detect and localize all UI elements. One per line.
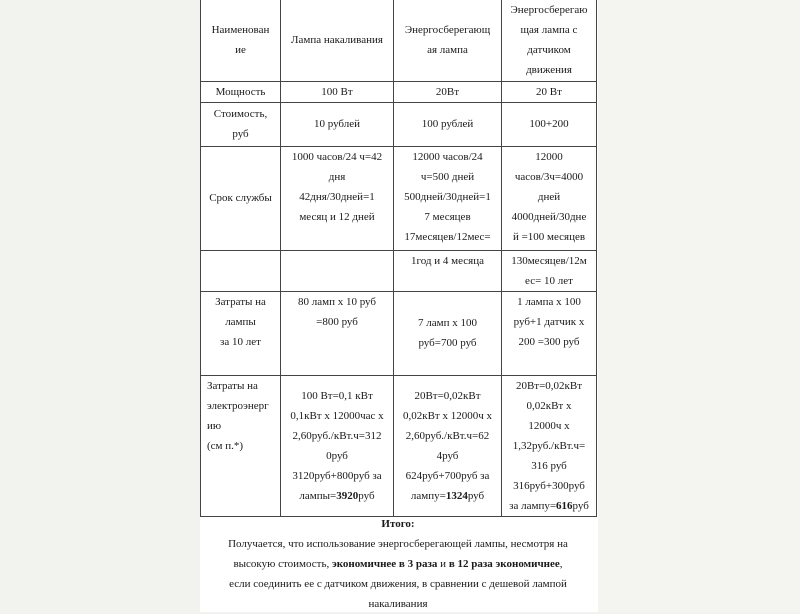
cell-text-line: руб=700 руб bbox=[418, 337, 477, 349]
cell-text-line: 1,32руб./кВт.ч= bbox=[512, 439, 586, 452]
cell-text-line bbox=[283, 261, 391, 281]
page-margin-left bbox=[0, 0, 200, 612]
energy-costs-label bbox=[201, 375, 281, 516]
table-row-lifetime bbox=[201, 146, 597, 250]
cell-text-line: 200 =300 руб bbox=[518, 335, 580, 348]
cell-text-line: 7 ламп х 100 bbox=[418, 317, 477, 329]
lamp-comparison-table bbox=[200, 0, 597, 517]
cell-text-line: 100 Вт=0,1 кВт bbox=[301, 389, 373, 402]
lamp-costs-saver bbox=[394, 291, 502, 375]
lifetime-cont-label bbox=[201, 250, 281, 291]
cell-text-line: 17месяцев/12мес= bbox=[404, 230, 491, 243]
cell-text-line: за 10 лет bbox=[220, 335, 261, 348]
cell-text-line: дня bbox=[328, 170, 346, 183]
cell-text-line: =800 руб bbox=[316, 315, 358, 328]
cell-text-line: 7 месяцев bbox=[424, 210, 471, 223]
cell-text-line: 0руб bbox=[326, 449, 348, 462]
cell-text-line: 316 руб bbox=[531, 459, 567, 472]
cell-text-line: Срок службы bbox=[209, 192, 272, 204]
cell-text-line: Энергосберегающ bbox=[404, 24, 491, 37]
power-saver-motion bbox=[502, 81, 597, 102]
cell-text-line: дней bbox=[537, 190, 561, 203]
cell-text-line: 3120руб+800руб за bbox=[292, 469, 382, 482]
cell-text-line: 20Вт bbox=[435, 85, 460, 98]
cell-text-line: 20Вт=0,02кВт bbox=[515, 379, 583, 392]
cell-text-line: 12000 часов/24 bbox=[412, 150, 483, 163]
cell-text-line: 100+200 bbox=[529, 118, 569, 130]
table-row-energy-costs bbox=[201, 375, 597, 516]
cell-text-line: 624руб+700руб за bbox=[405, 469, 490, 482]
cell-text-line: ч=500 дней bbox=[420, 170, 475, 183]
energy-costs-saver bbox=[394, 375, 502, 516]
cell-text-line: Лампа накаливания bbox=[291, 34, 383, 47]
cell-text-line: руб bbox=[232, 128, 249, 140]
cell-text-line: ию bbox=[207, 419, 222, 432]
energy-saver-total: лампу=1324руб bbox=[410, 489, 485, 502]
cell-text-line: 100 Вт bbox=[321, 85, 353, 98]
cell-text-line: движения bbox=[526, 64, 572, 77]
lifetime-saver bbox=[394, 146, 502, 250]
cell-text-line: Энергосберегаю bbox=[510, 4, 588, 17]
summary-line-1: Получается, что использование энергосберегающей лампы, несмотря на bbox=[228, 538, 568, 550]
cell-text-line: 20 Вт bbox=[536, 85, 562, 98]
cost-saver-motion bbox=[502, 102, 597, 146]
lifetime-cont-saver-motion bbox=[502, 250, 597, 291]
table-header-row bbox=[201, 0, 597, 81]
cell-text-line: часов/3ч=4000 bbox=[514, 170, 584, 183]
lamp-costs-label bbox=[201, 291, 281, 375]
lamp-costs-saver-motion bbox=[502, 291, 597, 375]
page-margin-right bbox=[598, 0, 800, 612]
cell-text-line: датчиком bbox=[527, 44, 571, 57]
cell-text-line: Наименован bbox=[211, 24, 270, 37]
cell-text-line: 80 ламп х 10 руб bbox=[297, 295, 377, 308]
cell-text-line: 12000 bbox=[535, 150, 563, 163]
cell-text-line: Мощность bbox=[215, 85, 266, 98]
cell-text-line: 42дня/30дней=1 bbox=[299, 190, 375, 203]
summary-block bbox=[200, 514, 596, 614]
cell-text-line: ие bbox=[235, 44, 246, 57]
cell-text-line: 316руб+300руб bbox=[513, 479, 585, 492]
summary-title: Итого: bbox=[381, 518, 415, 530]
cell-text-line: 12000ч х bbox=[528, 419, 570, 432]
cell-text-line: ая лампа bbox=[427, 44, 468, 57]
cell-text-line: щая лампа с bbox=[520, 24, 578, 37]
table-row-power bbox=[201, 81, 597, 102]
table-row-lifetime-cont bbox=[201, 250, 597, 291]
cell-text-line: ес= 10 лет bbox=[525, 274, 573, 287]
cell-text-line: 100 рублей bbox=[421, 118, 474, 130]
summary-line-2: высокую стоимость, экономичнее в 3 раза и в 12 раза экономичнее, bbox=[233, 558, 563, 570]
cell-text-line: й =100 месяцев bbox=[512, 230, 586, 243]
power-incandescent bbox=[281, 81, 394, 102]
energy-saver-motion-total: за лампу=616руб bbox=[509, 499, 589, 512]
lifetime-incandescent bbox=[281, 146, 394, 250]
cost-saver bbox=[394, 102, 502, 146]
header-saver-motion-cell bbox=[502, 0, 597, 81]
summary-line-4: накаливания bbox=[368, 598, 428, 610]
cell-text-line: 0,1кВт х 12000час х bbox=[290, 409, 384, 422]
lifetime-cont-incandescent bbox=[281, 250, 394, 291]
cell-text-line: 0,02кВт х bbox=[526, 399, 572, 412]
power-saver bbox=[394, 81, 502, 102]
cell-text-line: 130месяцев/12м bbox=[511, 254, 587, 267]
header-name-cell bbox=[201, 0, 281, 81]
cell-text-line: электроэнерг bbox=[207, 399, 269, 412]
energy-costs-incandescent bbox=[281, 375, 394, 516]
power-label bbox=[201, 81, 281, 102]
cell-text-line: 0,02кВт х 12000ч х bbox=[402, 409, 493, 422]
cell-text-line: Стоимость, bbox=[213, 108, 268, 120]
header-saver-cell bbox=[394, 0, 502, 81]
cell-text-line: 2,60руб./кВт.ч=312 bbox=[292, 429, 382, 442]
cell-text-line: 1год и 4 месяца bbox=[411, 254, 484, 267]
energy-costs-saver-motion bbox=[502, 375, 597, 516]
energy-incandescent-total: лампы=3920руб bbox=[299, 489, 375, 502]
table-row-lamp-costs bbox=[201, 291, 597, 375]
cell-text-line bbox=[203, 261, 278, 281]
cell-text-line: Затраты на bbox=[207, 379, 258, 392]
cell-text-line: 1 лампа х 100 bbox=[517, 295, 581, 308]
cost-incandescent bbox=[281, 102, 394, 146]
cell-text-line: 500дней/30дней=1 bbox=[404, 190, 491, 203]
lifetime-label bbox=[201, 146, 281, 250]
cell-text-line: (см п.*) bbox=[207, 439, 244, 452]
cell-text-line: 20Вт=0,02кВт bbox=[414, 389, 481, 402]
summary-line-3: если соединить ее с датчиком движения, в сравнении с дешевой лампой bbox=[229, 578, 567, 590]
cell-text-line: Затраты на bbox=[215, 295, 266, 308]
cell-text-line: 4000дней/30дне bbox=[511, 210, 587, 223]
cell-text-line: 2,60руб./кВт.ч=62 bbox=[405, 429, 490, 442]
header-incandescent-cell bbox=[281, 0, 394, 81]
cell-text-line: руб+1 датчик х bbox=[513, 315, 585, 328]
cost-label bbox=[201, 102, 281, 146]
lifetime-cont-saver bbox=[394, 250, 502, 291]
lamp-costs-incandescent bbox=[281, 291, 394, 375]
cell-text-line: лампы bbox=[225, 315, 256, 328]
table-row-cost bbox=[201, 102, 597, 146]
lifetime-saver-motion bbox=[502, 146, 597, 250]
cell-text-line: 4руб bbox=[436, 449, 459, 462]
cell-text-line: месяц и 12 дней bbox=[299, 210, 375, 223]
cell-text-line: 10 рублей bbox=[313, 118, 361, 130]
cell-text-line: 1000 часов/24 ч=42 bbox=[291, 150, 383, 163]
